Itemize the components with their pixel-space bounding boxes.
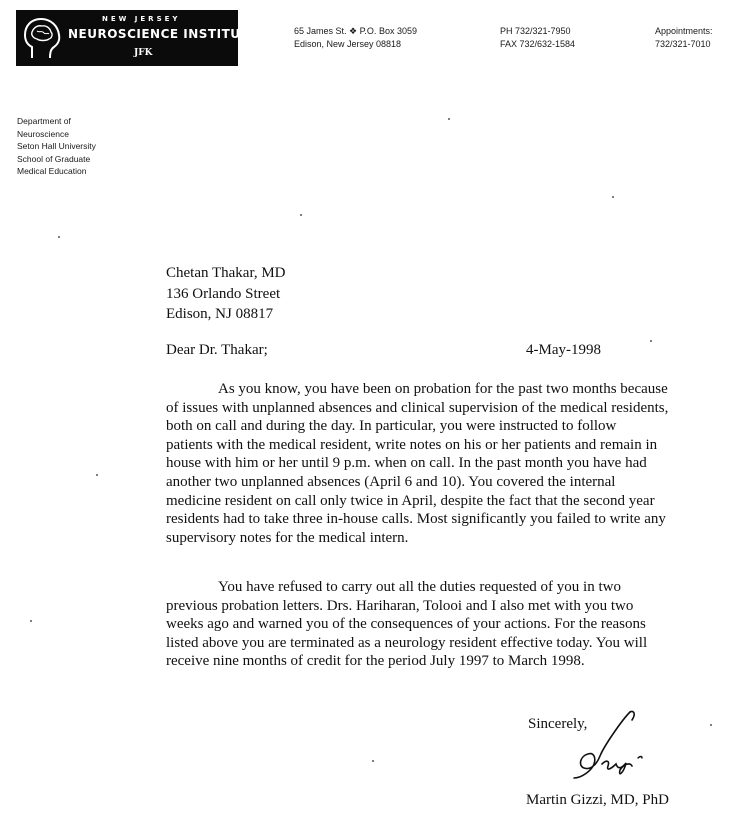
paragraph-line: another two unplanned absences (April 6 and 10). You covered the internal bbox=[166, 473, 616, 490]
paragraph-line: residents had to take three in-house calls. Most significantly you failed to write any bbox=[166, 511, 666, 528]
scan-speck bbox=[300, 214, 302, 216]
recipient-street: 136 Orlando Street bbox=[166, 285, 281, 302]
scan-speck bbox=[650, 340, 652, 342]
scan-speck bbox=[448, 118, 450, 120]
brain-head-icon bbox=[20, 14, 66, 62]
scan-speck bbox=[710, 724, 712, 726]
department-line: Department of bbox=[17, 116, 71, 126]
letterhead-appointments bbox=[655, 25, 713, 51]
recipient-city: Edison, NJ 08817 bbox=[166, 306, 274, 322]
paragraph-2 bbox=[166, 578, 714, 671]
scan-speck bbox=[96, 474, 98, 476]
paragraph-line: patients with the medical resident, write notes on his or her patients and remain in bbox=[166, 436, 658, 453]
logo-bottom-text: JFK bbox=[134, 48, 153, 58]
recipient-address bbox=[166, 263, 286, 325]
paragraph-line: listed above you are terminated as a neurology resident effective today. You will bbox=[166, 634, 648, 651]
department-line: Medical Education bbox=[17, 166, 87, 176]
paragraph-line: receive nine months of credit for the period July 1997 to March 1998. bbox=[166, 653, 585, 670]
address-line-2: Edison, New Jersey 08818 bbox=[294, 39, 402, 49]
letterhead-address bbox=[294, 25, 417, 51]
department-line: School of Graduate bbox=[17, 153, 91, 164]
fax-number: FAX 732/632-1584 bbox=[500, 39, 576, 49]
logo-main-text: NEUROSCIENCE INSTITUTE bbox=[68, 27, 258, 41]
paragraph-line: As you know, you have been on probation for the past two months because bbox=[218, 381, 668, 397]
paragraph-1 bbox=[166, 380, 714, 547]
paragraph-line: house with him or her until 9 p.m. when on call. In the past month you have had bbox=[166, 455, 647, 472]
address-line-1: 65 James St. ❖ P.O. Box 3059 bbox=[294, 26, 417, 36]
appointments-phone: 732/321-7010 bbox=[655, 39, 711, 49]
institute-logo bbox=[16, 10, 258, 66]
paragraph-line: supervisory notes for the medical intern. bbox=[166, 529, 409, 546]
scan-speck bbox=[612, 196, 614, 198]
letterhead-phone-fax bbox=[500, 25, 575, 51]
handwritten-signature bbox=[560, 708, 656, 788]
scan-speck bbox=[372, 760, 374, 762]
closing: Sincerely, bbox=[528, 716, 588, 732]
paragraph-line: previous probation letters. Drs. Hariharan, Tolooi and I also met with you two bbox=[166, 597, 634, 614]
phone-number: PH 732/321-7950 bbox=[500, 26, 571, 36]
department-block bbox=[17, 115, 96, 178]
scan-speck bbox=[30, 620, 32, 622]
signer-name: Martin Gizzi, MD, PhD bbox=[526, 792, 669, 808]
letter-date: 4-May-1998 bbox=[526, 342, 601, 358]
department-line: Neuroscience bbox=[17, 128, 69, 139]
paragraph-line: of issues with unplanned absences and clinical supervision of the medical residents, bbox=[166, 399, 669, 416]
paragraph-line: both on call and during the day. In particular, you were instructed to follow bbox=[166, 418, 617, 435]
scan-speck bbox=[58, 236, 60, 238]
department-line: Seton Hall University bbox=[17, 141, 96, 151]
salutation: Dear Dr. Thakar; bbox=[166, 342, 268, 358]
appointments-label: Appointments: bbox=[655, 26, 713, 36]
paragraph-line: You have refused to carry out all the duties requested of you in two bbox=[218, 579, 621, 595]
logo-top-text: NEW JERSEY bbox=[102, 15, 181, 23]
recipient-name: Chetan Thakar, MD bbox=[166, 265, 286, 281]
paragraph-line: weeks ago and warned you of the consequences of your actions. For the reasons bbox=[166, 616, 646, 633]
paragraph-line: medicine resident on call only twice in April, despite the fact that the second year bbox=[166, 492, 655, 509]
